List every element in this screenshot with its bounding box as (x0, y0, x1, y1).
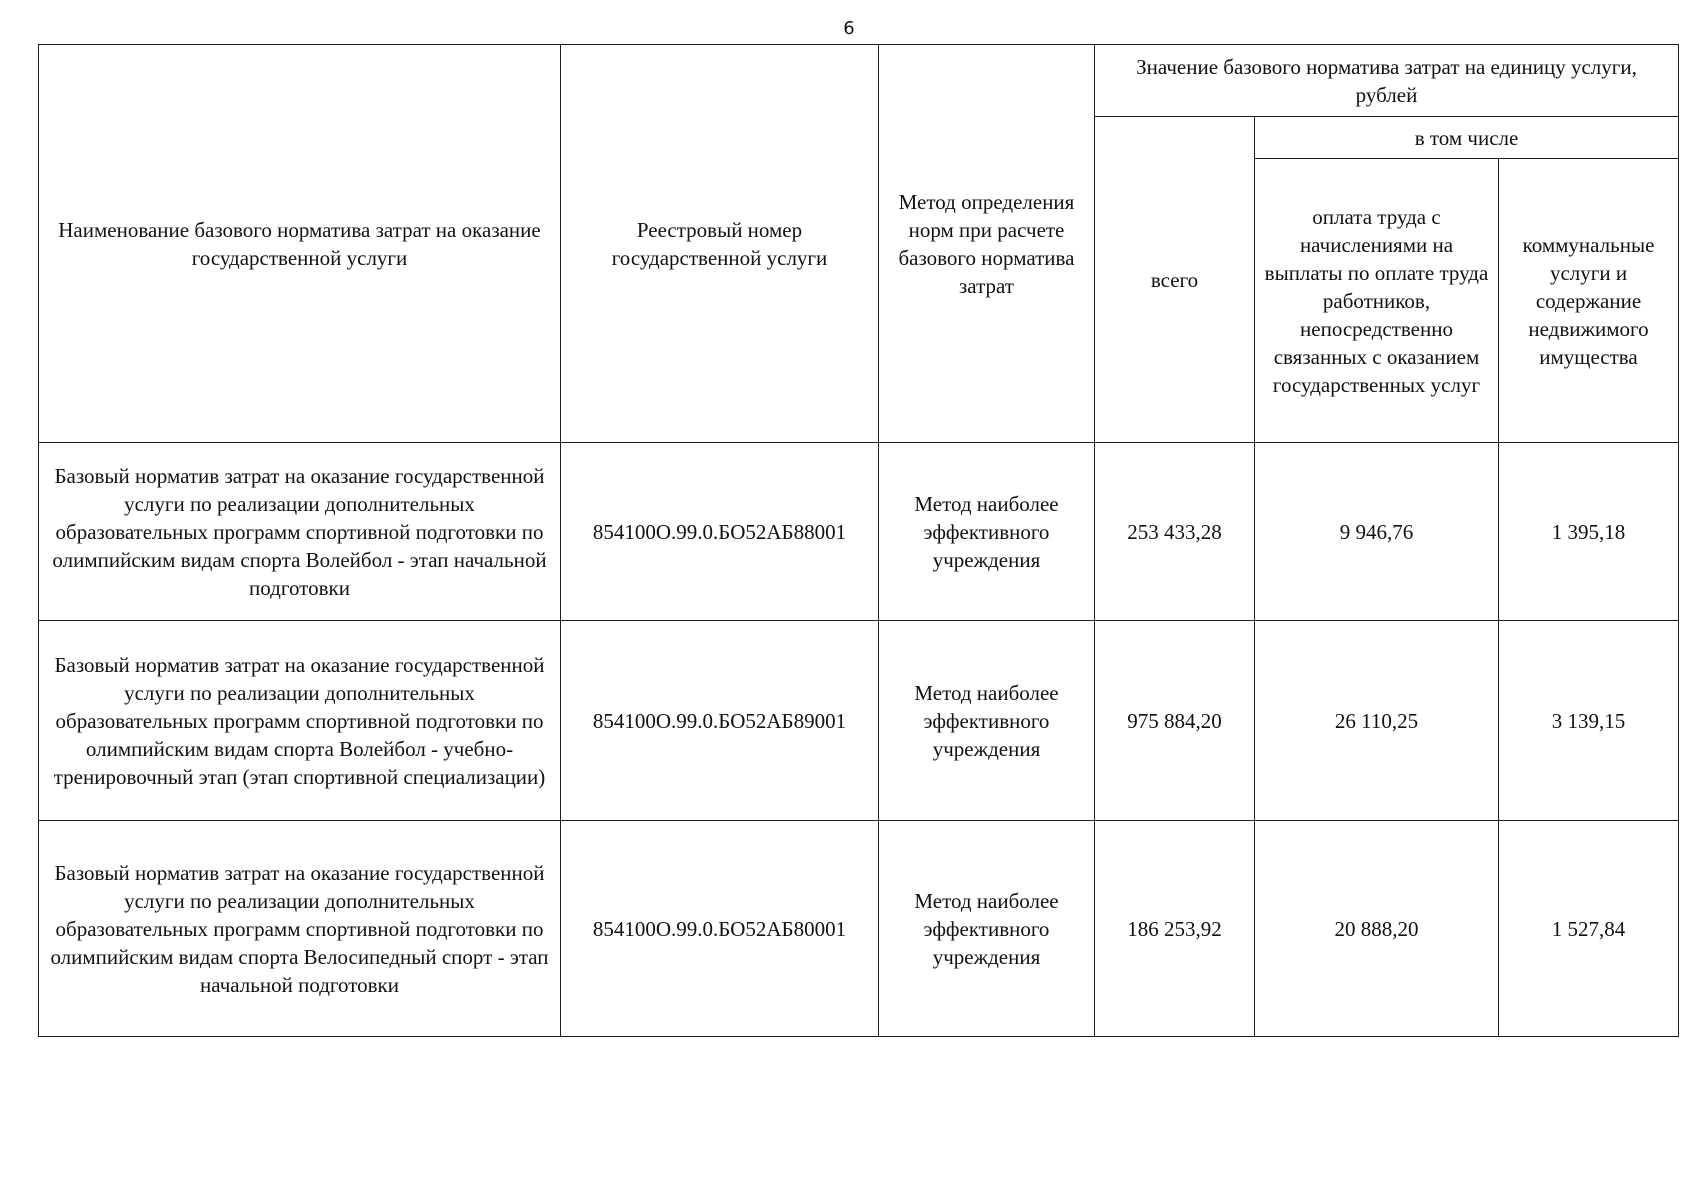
table-row (39, 443, 1679, 621)
header-total: всего (1095, 117, 1255, 443)
header-value-group: Значение базового норматива затрат на единицу услуги, рублей (1095, 45, 1679, 117)
row-labor: 26 110,25 (1255, 621, 1499, 821)
row-utilities: 3 139,15 (1499, 621, 1679, 821)
header-including: в том числе (1255, 117, 1679, 159)
row-total: 253 433,28 (1095, 443, 1255, 621)
row-total: 975 884,20 (1095, 621, 1255, 821)
header-utilities: коммунальные услуги и содержание недвижимого имущества (1499, 159, 1679, 443)
row-labor: 20 888,20 (1255, 821, 1499, 1037)
row-method: Метод наиболее эффективного учреждения (879, 621, 1095, 821)
row-method: Метод наиболее эффективного учреждения (879, 443, 1095, 621)
header-registry-number: Реестровый номер государственной услуги (561, 45, 879, 443)
row-utilities: 1 395,18 (1499, 443, 1679, 621)
row-registry-number: 854100О.99.0.БО52АБ89001 (561, 621, 879, 821)
table-row (39, 821, 1679, 1037)
header-method: Метод определения норм при расчете базового норматива затрат (879, 45, 1095, 443)
row-registry-number: 854100О.99.0.БО52АБ88001 (561, 443, 879, 621)
row-utilities: 1 527,84 (1499, 821, 1679, 1037)
table-row (39, 621, 1679, 821)
row-name: Базовый норматив затрат на оказание государственной услуги по реализации дополнительных образовательных программ спортивной подготовки по олимпийским видам спорта Велосипедный спорт - этап начальной подготовки (39, 821, 561, 1037)
row-name: Базовый норматив затрат на оказание государственной услуги по реализации дополнительных образовательных программ спортивной подготовки по олимпийским видам спорта Волейбол - учебно-тренировочный этап (этап спортивной специализации) (39, 621, 561, 821)
row-registry-number: 854100О.99.0.БО52АБ80001 (561, 821, 879, 1037)
row-name: Базовый норматив затрат на оказание государственной услуги по реализации дополнительных образовательных программ спортивной подготовки по олимпийским видам спорта Волейбол - этап начальной подготовки (39, 443, 561, 621)
row-labor: 9 946,76 (1255, 443, 1499, 621)
page-number: 6 (843, 18, 855, 39)
row-total: 186 253,92 (1095, 821, 1255, 1037)
header-labor: оплата труда с начислениями на выплаты по оплате труда работников, непосредственно связанных с оказанием государственных услуг (1255, 159, 1499, 443)
row-method: Метод наиболее эффективного учреждения (879, 821, 1095, 1037)
header-name: Наименование базового норматива затрат на оказание государственной услуги (39, 45, 561, 443)
cost-norm-table (38, 44, 1679, 1037)
